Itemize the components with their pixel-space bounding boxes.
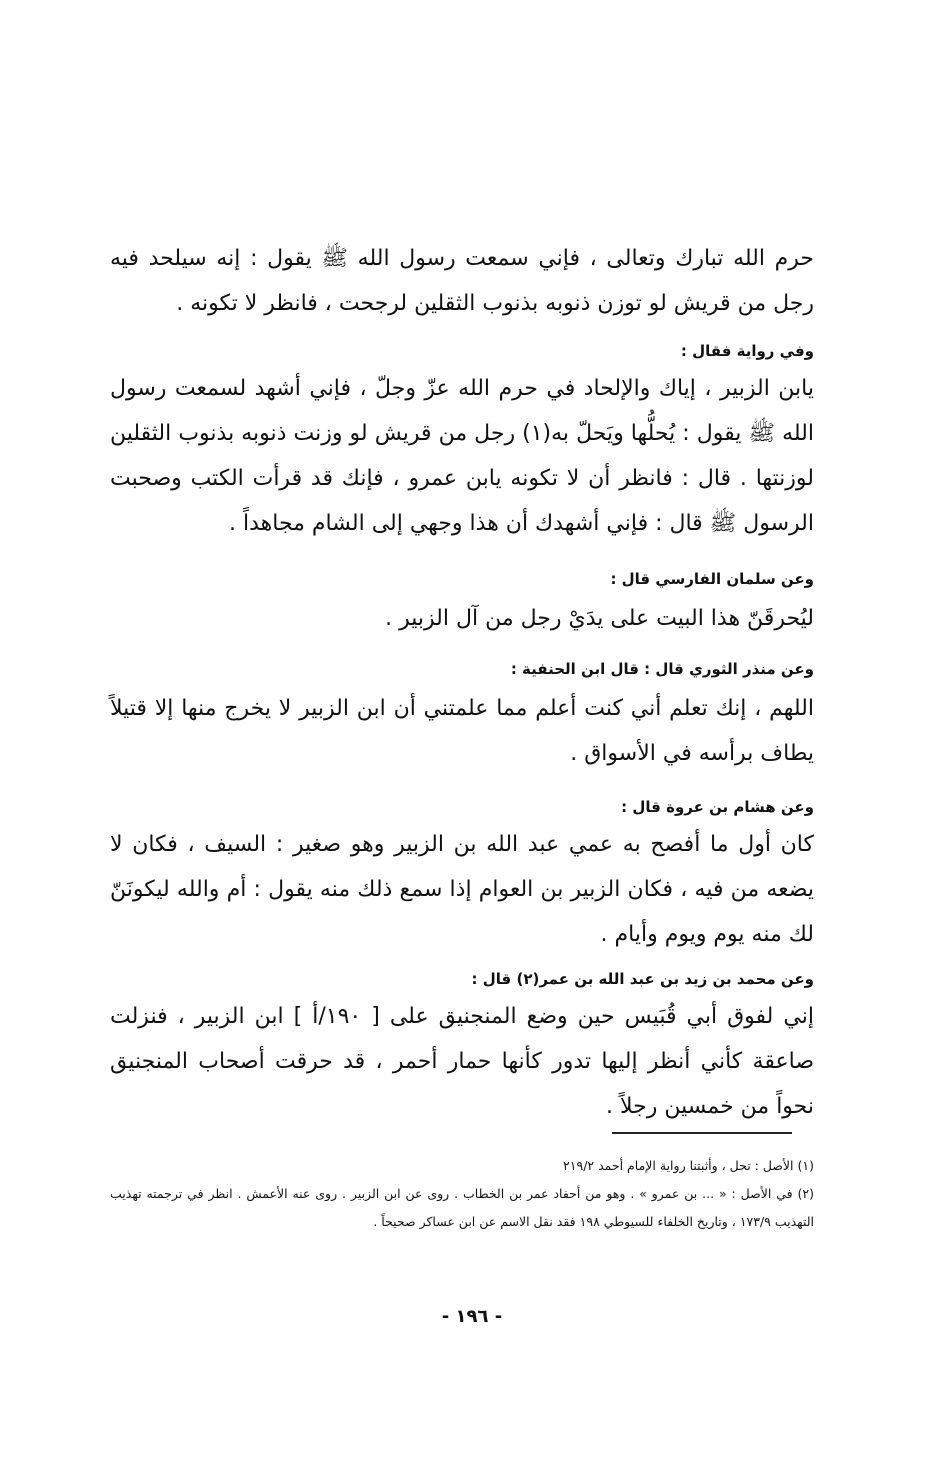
section-heading: [110, 796, 814, 818]
paragraph-text: كان أول ما أفصح به عمي عبد الله بن الزبير وهو صغير : السيف ، فكان لا يضعه من فيه ، فكان الزبير بن العوام إذا سمع ذلك منه يقول : أم والله ليكونَنّ لك منه يوم ويوم وأيام .: [110, 832, 814, 947]
section-heading: [110, 968, 814, 990]
heading-text: وعن منذر الثوري قال : قال ابن الحنفية :: [510, 660, 814, 678]
section-heading: [110, 658, 814, 680]
paragraph-text: حرم الله تبارك وتعالى ، فإني سمعت رسول الله ﷺ يقول : إنه سيلحد فيه رجل من قريش لو توزن ذنوبه بذنوب الثقلين لرجحت ، فانظر لا تكونه .: [110, 246, 814, 316]
paragraph-narration: [110, 596, 814, 641]
paragraph-narration: [110, 822, 814, 957]
heading-text: وعن محمد بن زيد بن عبد الله بن عمر(٢) قال :: [471, 970, 814, 988]
page-number: - ١٩٦ -: [441, 1306, 503, 1327]
footnotes: [110, 1152, 814, 1236]
heading-text: وعن هشام بن عروة قال :: [621, 798, 814, 816]
paragraph-narration: [110, 686, 814, 776]
heading-text: وفي رواية فقال :: [680, 342, 814, 360]
section-heading: [110, 340, 814, 362]
heading-text: وعن سلمان الفارسي قال :: [610, 570, 814, 588]
paragraph-narration: [110, 366, 814, 546]
paragraph-narration: [110, 994, 814, 1129]
paragraph-opening: [110, 236, 814, 326]
footnote-item: (١) الأصل : تحل ، وأثبتنا رواية الإمام أحمد ٢١٩/٢: [563, 1158, 814, 1173]
paragraph-text: يابن الزبير ، إياك والإلحاد في حرم الله عزّ وجلّ ، فإني أشهد لسمعت رسول الله ﷺ يقول : يُحلُّها ويَحلّ به(١) رجل من قريش لو وزنت ذنوبه بذنوب الثقلين لوزنتها . قال : فانظر أن لا تكونه يابن عمرو ، فإنك قد قرأت الكتب وصحبت الرسول ﷺ قال : فإني أشهدك أن هذا وجهي إلى الشام مجاهداً .: [110, 376, 814, 536]
footnote-divider: [612, 1132, 792, 1134]
footnote-item: (٢) في الأصل : « ... بن عمرو » . وهو من أحفاد عمر بن الخطاب . روى عن ابن الزبير . روى عنه الأعمش . انظر في ترجمته تهذيب التهذيب ١٧٣/٩ ، وتاريخ الخلفاء للسيوطي ١٩٨ فقد نقل الاسم عن ابن عساكر صحيحاً .: [110, 1186, 814, 1229]
section-heading: [110, 568, 814, 590]
paragraph-text: إني لفوق أبي قُبَيس حين وضع المنجنيق على [ ١٩٠/أ ] ابن الزبير ، فنزلت صاعقة كأني أنظر إليها تدور كأنها حمار أحمر ، قد حرقت أصحاب المنجنيق نحواً من خمسين رجلاً .: [110, 1004, 814, 1119]
paragraph-text: اللهم ، إنك تعلم أني كنت أعلم مما علمتني أن ابن الزبير لا يخرج منها إلا قتيلاً يطاف برأسه في الأسواق .: [110, 696, 814, 766]
paragraph-text: ليُحرقَنّ هذا البيت على يدَيْ رجل من آل الزبير .: [385, 606, 814, 631]
